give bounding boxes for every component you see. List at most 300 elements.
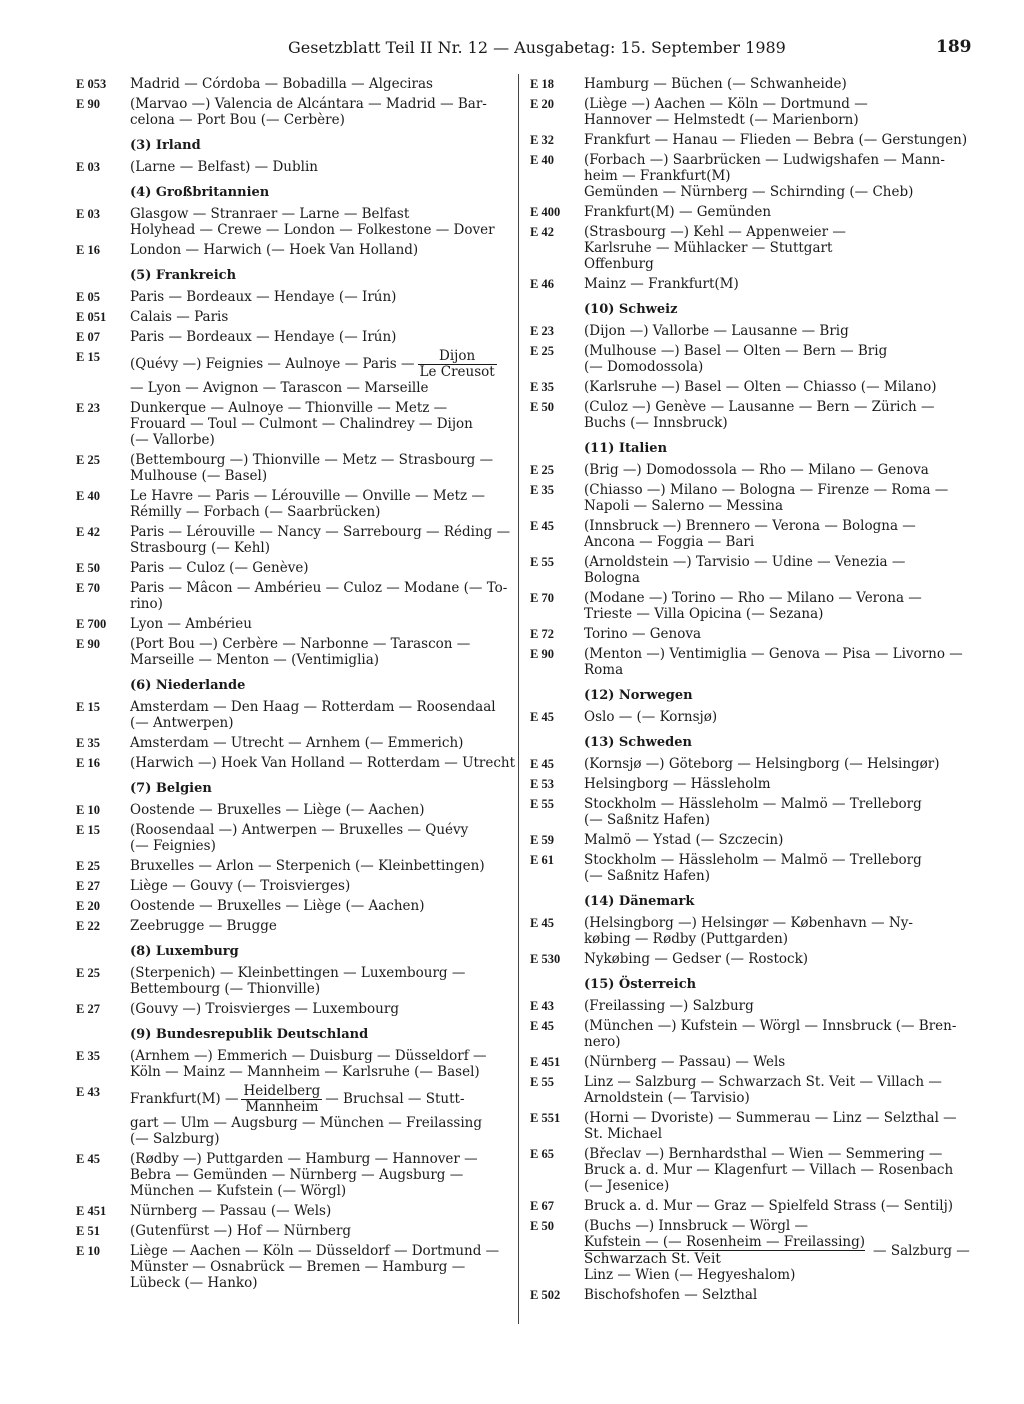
route-code: E 25 xyxy=(530,463,554,477)
route-entry xyxy=(68,1001,516,1017)
route-line: (Harwich —) Hoek Van Holland — Rotterdam — Utrecht xyxy=(130,755,516,771)
route-code: E 50 xyxy=(530,400,554,414)
route-text xyxy=(584,1287,982,1303)
route-text xyxy=(584,323,982,339)
route-code: E 42 xyxy=(76,525,100,539)
route-code: E 15 xyxy=(76,350,100,364)
route-text xyxy=(130,699,516,731)
route-line: (Kornsjø —) Göteborg — Helsingborg (— Helsingør) xyxy=(584,756,940,772)
route-text xyxy=(584,626,982,642)
route-text xyxy=(584,796,982,828)
section-heading: (15) Österreich xyxy=(584,977,697,992)
route-code: E 43 xyxy=(530,999,554,1013)
route-entry xyxy=(68,580,516,612)
route-line: Frankfurt(M) — $\frac{\text{Heidelberg}}{\text{Mannheim}}$ — Bruchsal — Stutt- xyxy=(130,1083,465,1115)
route-line: Oostende — Bruxelles — Liège (— Aachen) xyxy=(130,802,425,818)
route-text xyxy=(130,524,516,556)
route-code: E 35 xyxy=(76,736,100,750)
branch-lower: Schwarzach St. Veit xyxy=(584,1251,721,1267)
route-code: E 35 xyxy=(530,380,554,394)
route-entry xyxy=(522,590,982,622)
route-entry xyxy=(68,858,516,874)
route-text xyxy=(584,951,982,967)
route-line: nero) xyxy=(584,1034,621,1050)
route-text xyxy=(130,965,516,997)
route-code: E 16 xyxy=(76,756,100,770)
route-code: E 45 xyxy=(530,916,554,930)
route-code: E 03 xyxy=(76,207,100,221)
route-entry xyxy=(522,1054,982,1070)
route-line: Napoli — Salerno — Messina xyxy=(584,498,784,514)
route-code: E 32 xyxy=(530,133,554,147)
route-line: (München —) Kufstein — Wörgl — Innsbruck (— Bren- xyxy=(584,1018,957,1034)
route-text xyxy=(130,1223,516,1239)
route-code: E 22 xyxy=(76,919,100,933)
route-text xyxy=(584,1110,982,1142)
route-line: (Culoz —) Genève — Lausanne — Bern — Zürich — xyxy=(584,399,935,415)
route-line: købing — Rødby (Puttgarden) xyxy=(584,931,789,947)
route-entry xyxy=(522,998,982,1014)
route-line: (Arnoldstein —) Tarvisio — Udine — Venezia — xyxy=(584,554,906,570)
route-line: Trieste — Villa Opicina (— Sezana) xyxy=(584,606,824,622)
route-line: (Larne — Belfast) — Dublin xyxy=(130,159,318,175)
route-line: Paris — Lérouville — Nancy — Sarrebourg — Réding — xyxy=(130,524,511,540)
route-line: Nykøbing — Gedser (— Rostock) xyxy=(584,951,809,967)
route-entry xyxy=(522,796,982,828)
route-line: Stockholm — Hässleholm — Malmö — Trelleborg xyxy=(584,796,922,812)
branch-stack xyxy=(584,1234,865,1267)
route-text xyxy=(584,462,982,478)
route-entry xyxy=(522,1018,982,1050)
route-text xyxy=(130,206,516,238)
route-entry xyxy=(68,616,516,632)
section-heading: (3) Irland xyxy=(130,138,201,153)
route-line: (Dijon —) Vallorbe — Lausanne — Brig xyxy=(584,323,849,339)
route-entry xyxy=(68,1048,516,1080)
route-code: E 70 xyxy=(76,581,100,595)
route-text xyxy=(584,915,982,947)
route-entry xyxy=(68,1243,516,1291)
route-code: E 90 xyxy=(530,647,554,661)
section-heading: (8) Luxemburg xyxy=(130,944,239,959)
route-line: (Sterpenich) — Kleinbettingen — Luxembourg — xyxy=(130,965,466,981)
route-entry xyxy=(522,554,982,586)
route-entry xyxy=(68,1203,516,1219)
route-code: E 43 xyxy=(76,1085,100,1099)
section-heading: (7) Belgien xyxy=(130,781,212,796)
route-line: Bebra — Gemünden — Nürnberg — Augsburg — xyxy=(130,1167,464,1183)
route-code: E 46 xyxy=(530,277,554,291)
route-code: E 59 xyxy=(530,833,554,847)
route-code: E 25 xyxy=(530,344,554,358)
section-heading: (6) Niederlande xyxy=(130,678,246,693)
route-entry xyxy=(522,323,982,339)
route-text xyxy=(584,776,982,792)
route-line: Strasbourg (— Kehl) xyxy=(130,540,271,556)
route-line: Helsingborg — Hässleholm xyxy=(584,776,771,792)
route-line: (Helsingborg —) Helsingør — København — Ny- xyxy=(584,915,913,931)
route-branch xyxy=(418,349,497,380)
route-code: E 40 xyxy=(76,489,100,503)
section-heading: (13) Schweden xyxy=(584,735,692,750)
route-line: (Gouvy —) Troisvierges — Luxembourg xyxy=(130,1001,399,1017)
route-entry xyxy=(68,755,516,771)
route-entry xyxy=(522,1287,982,1303)
route-line: (— Vallorbe) xyxy=(130,432,215,448)
section-heading: (4) Großbritannien xyxy=(130,185,270,200)
route-entry xyxy=(68,1223,516,1239)
route-branch xyxy=(584,240,982,256)
route-line: Bruck a. d. Mur — Graz — Spielfeld Strass (— Sentilj) xyxy=(584,1198,954,1214)
route-text xyxy=(130,878,516,894)
route-line: (Innsbruck —) Brennero — Verona — Bologna — xyxy=(584,518,916,534)
route-entry xyxy=(522,626,982,642)
route-line: (Nürnberg — Passau) — Wels xyxy=(584,1054,786,1070)
branch-continuation: — Salzburg — xyxy=(873,1242,970,1259)
route-line: Zeebrugge — Brugge xyxy=(130,918,277,934)
route-code: E 27 xyxy=(76,1002,100,1016)
route-entry xyxy=(522,1146,982,1194)
route-text xyxy=(584,554,982,586)
route-line: (— Domodossola) xyxy=(584,359,704,375)
route-code: E 72 xyxy=(530,627,554,641)
route-code: E 051 xyxy=(76,310,107,324)
route-text xyxy=(130,1001,516,1017)
branch-upper: Kufstein — (— Rosenheim — Freilassing) xyxy=(584,1234,866,1250)
route-line: Marseille — Menton — (Ventimiglia) xyxy=(130,652,380,668)
route-text xyxy=(130,329,516,345)
route-code: E 45 xyxy=(530,710,554,724)
route-text xyxy=(130,1203,516,1219)
route-text xyxy=(130,918,516,934)
route-entry xyxy=(522,1218,982,1283)
route-code: E 400 xyxy=(530,205,561,219)
route-text xyxy=(130,822,516,854)
route-text xyxy=(130,452,516,484)
route-code: E 35 xyxy=(76,1049,100,1063)
route-text xyxy=(584,132,982,148)
route-code: E 55 xyxy=(530,797,554,811)
route-line: Torino — Genova xyxy=(584,626,702,642)
route-line: Frouard — Toul — Culmont — Chalindrey — Dijon xyxy=(130,416,473,432)
route-code: E 42 xyxy=(530,225,554,239)
route-entry xyxy=(522,776,982,792)
route-line: (— Saßnitz Hafen) xyxy=(584,868,710,884)
route-code: E 700 xyxy=(76,617,107,631)
route-line: Bologna xyxy=(584,570,640,586)
branch-lower: Offenburg xyxy=(584,256,654,272)
route-text xyxy=(584,1054,982,1070)
route-text xyxy=(130,755,516,771)
route-entry xyxy=(522,852,982,884)
route-entry xyxy=(68,560,516,576)
route-code: E 53 xyxy=(530,777,554,791)
route-text xyxy=(130,159,516,175)
route-entry xyxy=(68,206,516,238)
route-line: Arnoldstein (— Tarvisio) xyxy=(584,1090,750,1106)
route-text xyxy=(130,616,516,632)
route-line: Le Havre — Paris — Lérouville — Onville — Metz — xyxy=(130,488,485,504)
route-line: (— Jesenice) xyxy=(584,1178,670,1194)
route-line: (Brig —) Domodossola — Rho — Milano — Genova xyxy=(584,462,929,478)
header-title: Gesetzblatt Teil II Nr. 12 — Ausgabetag: 15. September 1989 xyxy=(288,38,786,57)
route-line: Amsterdam — Den Haag — Rotterdam — Roosendaal xyxy=(130,699,496,715)
route-code: E 35 xyxy=(530,483,554,497)
route-entry xyxy=(68,452,516,484)
route-code: E 90 xyxy=(76,97,100,111)
route-entry xyxy=(522,76,982,92)
route-text xyxy=(584,1218,982,1283)
route-entry xyxy=(68,242,516,258)
route-entry xyxy=(68,636,516,668)
route-text xyxy=(130,242,516,258)
route-text xyxy=(584,379,982,395)
route-code: E 451 xyxy=(76,1204,107,1218)
route-text xyxy=(584,590,982,622)
route-line: Köln — Mainz — Mannheim — Karlsruhe (— Basel) xyxy=(130,1064,480,1080)
route-entry xyxy=(68,918,516,934)
route-line: Frankfurt(M) — Gemünden xyxy=(584,204,772,220)
route-code: E 10 xyxy=(76,1244,100,1258)
route-text xyxy=(584,646,982,678)
route-line: (Strasbourg —) Kehl — Appenweier — xyxy=(584,224,846,240)
route-code: E 45 xyxy=(76,1152,100,1166)
route-line: (Port Bou —) Cerbère — Narbonne — Tarascon — xyxy=(130,636,471,652)
route-text xyxy=(584,1018,982,1050)
route-code: E 451 xyxy=(530,1055,561,1069)
route-text xyxy=(130,96,516,128)
route-text xyxy=(130,309,516,325)
route-line: Paris — Culoz (— Genève) xyxy=(130,560,309,576)
route-text xyxy=(130,289,516,305)
route-line: Stockholm — Hässleholm — Malmö — Trelleborg xyxy=(584,852,922,868)
route-line: Paris — Mâcon — Ambérieu — Culoz — Modane (— To- xyxy=(130,580,508,596)
route-line: rino) xyxy=(130,596,163,612)
route-line: (Liège —) Aachen — Köln — Dortmund — xyxy=(584,96,868,112)
route-code: E 20 xyxy=(530,97,554,111)
route-line: (Buchs —) Innsbruck — Wörgl — xyxy=(584,1218,808,1234)
route-entry xyxy=(68,349,516,396)
branch-upper: Dijon xyxy=(418,349,497,365)
branch-lower: Le Creusot xyxy=(419,364,495,380)
route-branch xyxy=(584,1234,982,1267)
route-code: E 50 xyxy=(76,561,100,575)
route-code: E 50 xyxy=(530,1219,554,1233)
route-line: (Gutenfürst —) Hof — Nürnberg xyxy=(130,1223,352,1239)
route-line: Mulhouse (— Basel) xyxy=(130,468,268,484)
route-text xyxy=(130,1048,516,1080)
section-heading: (12) Norwegen xyxy=(584,688,693,703)
route-code: E 18 xyxy=(530,77,554,91)
route-line: (Mulhouse —) Basel — Olten — Bern — Brig xyxy=(584,343,888,359)
route-line: (Bettembourg —) Thionville — Metz — Strasbourg — xyxy=(130,452,494,468)
route-entry xyxy=(522,276,982,292)
route-entry xyxy=(68,878,516,894)
route-line: Amsterdam — Utrecht — Arnhem (— Emmerich) xyxy=(130,735,464,751)
route-line: (— Feignies) xyxy=(130,838,216,854)
route-code: E 67 xyxy=(530,1199,554,1213)
route-entry xyxy=(522,96,982,128)
route-line: (Quévy —) Feignies — Aulnoye — Paris — $\frac{\text{Dijon}}{\text{Le Creusot}}$ xyxy=(130,348,495,380)
route-entry xyxy=(68,159,516,175)
branch-lower: Mannheim xyxy=(245,1099,319,1115)
route-entry xyxy=(522,915,982,947)
route-entry xyxy=(68,735,516,751)
route-code: E 25 xyxy=(76,859,100,873)
route-text xyxy=(584,276,982,292)
route-code: E 23 xyxy=(530,324,554,338)
route-entry xyxy=(522,343,982,375)
route-entry xyxy=(522,462,982,478)
route-entry xyxy=(68,802,516,818)
route-code: E 25 xyxy=(76,453,100,467)
route-line: Oostende — Bruxelles — Liège (— Aachen) xyxy=(130,898,425,914)
route-entry xyxy=(68,524,516,556)
route-entry xyxy=(68,699,516,731)
route-line: heim — Frankfurt(M) xyxy=(584,168,731,184)
route-line: Glasgow — Stranraer — Larne — Belfast xyxy=(130,206,410,222)
route-line: Gemünden — Nürnberg — Schirnding (— Cheb) xyxy=(584,184,914,200)
route-text xyxy=(584,482,982,514)
route-entry xyxy=(68,400,516,448)
route-code: E 40 xyxy=(530,153,554,167)
route-text xyxy=(130,580,516,612)
route-line: Buchs (— Innsbruck) xyxy=(584,415,728,431)
route-text xyxy=(130,858,516,874)
route-code: E 70 xyxy=(530,591,554,605)
route-line: St. Michael xyxy=(584,1126,663,1142)
route-code: E 03 xyxy=(76,160,100,174)
route-line: Mainz — Frankfurt(M) xyxy=(584,276,739,292)
route-line: (— Antwerpen) xyxy=(130,715,234,731)
branch-upper: Karlsruhe — Mühlacker — Stuttgart xyxy=(584,240,833,256)
route-code: E 10 xyxy=(76,803,100,817)
route-line: Paris — Bordeaux — Hendaye (— Irún) xyxy=(130,329,397,345)
route-text xyxy=(584,224,982,272)
route-entry xyxy=(522,1110,982,1142)
route-entry xyxy=(522,646,982,678)
route-text xyxy=(584,998,982,1014)
route-line: Calais — Paris xyxy=(130,309,229,325)
route-entry xyxy=(522,518,982,550)
route-code: E 502 xyxy=(530,1288,561,1302)
route-entry xyxy=(68,1151,516,1199)
route-code: E 20 xyxy=(76,899,100,913)
route-entry xyxy=(522,482,982,514)
route-line: Holyhead — Crewe — London — Folkestone — Dover xyxy=(130,222,495,238)
route-code: E 07 xyxy=(76,330,100,344)
route-line: Bettembourg (— Thionville) xyxy=(130,981,321,997)
route-line: (Břeclav —) Bernhardsthal — Wien — Semmering — xyxy=(584,1146,943,1162)
route-entry xyxy=(68,289,516,305)
route-text xyxy=(584,756,982,772)
route-code: E 05 xyxy=(76,290,100,304)
route-code: E 55 xyxy=(530,555,554,569)
route-line: Roma xyxy=(584,662,624,678)
route-line: Ancona — Foggia — Bari xyxy=(584,534,755,550)
route-line: (Chiasso —) Milano — Bologna — Firenze — Roma — xyxy=(584,482,949,498)
route-text xyxy=(130,636,516,668)
route-text xyxy=(130,1243,516,1291)
route-line: (Freilassing —) Salzburg xyxy=(584,998,754,1014)
route-code: E 55 xyxy=(530,1075,554,1089)
route-entry xyxy=(522,832,982,848)
route-branch xyxy=(241,1084,322,1115)
route-entry xyxy=(522,951,982,967)
route-line: Münster — Osnabrück — Bremen — Hamburg — xyxy=(130,1259,466,1275)
route-entry xyxy=(522,379,982,395)
route-line: Dunkerque — Aulnoye — Thionville — Metz — xyxy=(130,400,448,416)
route-text xyxy=(130,488,516,520)
route-text xyxy=(584,96,982,128)
route-line: München — Kufstein (— Wörgl) xyxy=(130,1183,347,1199)
route-line: Rémilly — Forbach (— Saarbrücken) xyxy=(130,504,381,520)
route-line: Linz — Salzburg — Schwarzach St. Veit — Villach — xyxy=(584,1074,942,1090)
route-text xyxy=(584,832,982,848)
route-line: (Horni — Dvoriste) — Summerau — Linz — Selzthal — xyxy=(584,1110,957,1126)
left-column xyxy=(68,76,516,1295)
route-line: (Karlsruhe —) Basel — Olten — Chiasso (— Milano) xyxy=(584,379,937,395)
route-code: E 15 xyxy=(76,700,100,714)
page-header xyxy=(0,38,1024,62)
section-heading: (14) Dänemark xyxy=(584,894,695,909)
route-entry xyxy=(68,96,516,128)
route-text xyxy=(584,1198,982,1214)
route-code: E 15 xyxy=(76,823,100,837)
route-line: Lyon — Ambérieu xyxy=(130,616,252,632)
route-line: (Forbach —) Saarbrücken — Ludwigshafen — Mann- xyxy=(584,152,945,168)
route-code: E 551 xyxy=(530,1111,561,1125)
route-line: Linz — Wien (— Hegyeshalom) xyxy=(584,1267,796,1283)
route-text xyxy=(130,802,516,818)
route-text xyxy=(584,399,982,431)
route-code: E 51 xyxy=(76,1224,100,1238)
route-line: Hamburg — Büchen (— Schwanheide) xyxy=(584,76,847,92)
route-line: gart — Ulm — Augsburg — München — Freilassing xyxy=(130,1115,482,1131)
page-number: 189 xyxy=(936,37,972,57)
route-code: E 16 xyxy=(76,243,100,257)
route-code: E 053 xyxy=(76,77,107,91)
route-text xyxy=(584,852,982,884)
route-entry xyxy=(522,204,982,220)
right-column xyxy=(522,76,982,1307)
route-line: Liège — Aachen — Köln — Düsseldorf — Dortmund — xyxy=(130,1243,500,1259)
section-heading: (9) Bundesrepublik Deutschland xyxy=(130,1027,369,1042)
route-entry xyxy=(522,1198,982,1214)
route-line: Oslo — (— Kornsjø) xyxy=(584,709,718,725)
route-text xyxy=(584,1146,982,1194)
route-line: Bruxelles — Arlon — Sterpenich (— Kleinbettingen) xyxy=(130,858,485,874)
column-divider xyxy=(518,74,519,1324)
section-heading: (10) Schweiz xyxy=(584,302,678,317)
route-entry xyxy=(522,152,982,200)
branch-upper: Heidelberg xyxy=(243,1083,321,1099)
route-code: E 61 xyxy=(530,853,554,867)
route-code: E 530 xyxy=(530,952,561,966)
route-entry xyxy=(68,76,516,92)
route-code: E 65 xyxy=(530,1147,554,1161)
route-text xyxy=(584,204,982,220)
route-entry xyxy=(522,709,982,725)
route-line: Bischofshofen — Selzthal xyxy=(584,1287,758,1303)
route-line: Frankfurt — Hanau — Flieden — Bebra (— Gerstungen) xyxy=(584,132,968,148)
route-line: (Arnhem —) Emmerich — Duisburg — Düsseldorf — xyxy=(130,1048,487,1064)
route-entry xyxy=(68,965,516,997)
route-line: celona — Port Bou (— Cerbère) xyxy=(130,112,345,128)
route-code: E 25 xyxy=(76,966,100,980)
route-code: E 27 xyxy=(76,879,100,893)
route-entry xyxy=(68,898,516,914)
